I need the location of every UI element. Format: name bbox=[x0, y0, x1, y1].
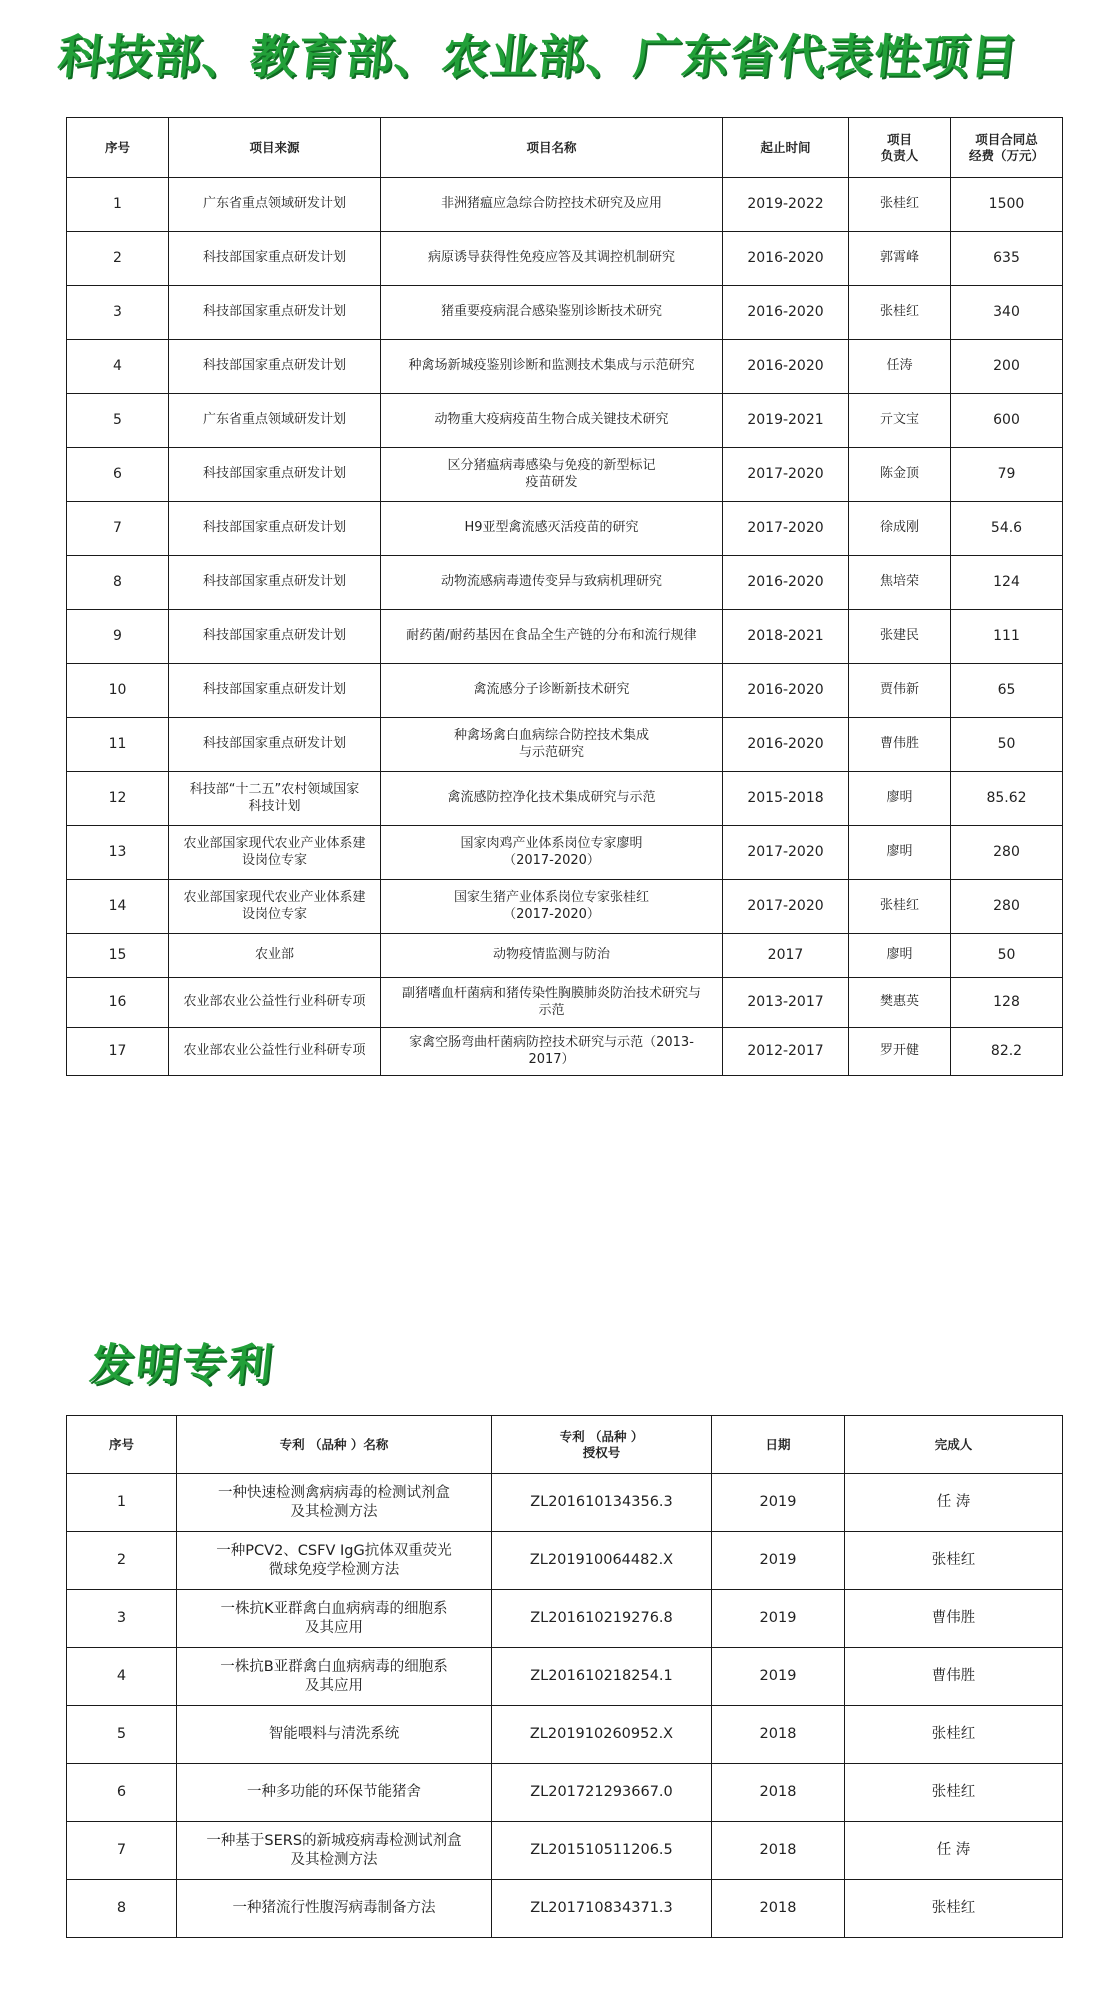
cell-col-index: 2 bbox=[67, 1532, 177, 1590]
table-row bbox=[67, 1880, 1063, 1938]
cell-col-leader: 廖明 bbox=[849, 934, 951, 978]
cell-col-funding: 635 bbox=[951, 232, 1063, 286]
cell-col-date: 2018 bbox=[712, 1822, 845, 1880]
table-row bbox=[67, 1028, 1063, 1076]
cell-col-name: 病原诱导获得性免疫应答及其调控机制研究 bbox=[381, 232, 723, 286]
patents-body bbox=[67, 1474, 1063, 1938]
table-row bbox=[67, 448, 1063, 502]
cell-col-title: 智能喂料与清洗系统 bbox=[177, 1706, 492, 1764]
cell-col-period: 2017-2020 bbox=[723, 826, 849, 880]
cell-col-funding: 1500 bbox=[951, 178, 1063, 232]
cell-col-name: 家禽空肠弯曲杆菌病防控技术研究与示范（2013- 2017） bbox=[381, 1028, 723, 1076]
cell-col-source: 科技部国家重点研发计划 bbox=[169, 232, 381, 286]
header-col-date: 日期 bbox=[712, 1416, 845, 1474]
cell-col-index: 12 bbox=[67, 772, 169, 826]
cell-col-name: 副猪嗜血杆菌病和猪传染性胸膜肺炎防治技术研究与 示范 bbox=[381, 978, 723, 1028]
cell-col-index: 7 bbox=[67, 1822, 177, 1880]
cell-col-period: 2012-2017 bbox=[723, 1028, 849, 1076]
cell-col-funding: 50 bbox=[951, 718, 1063, 772]
cell-col-leader: 廖明 bbox=[849, 826, 951, 880]
header-col-period: 起止时间 bbox=[723, 118, 849, 178]
cell-col-name: H9亚型禽流感灭活疫苗的研究 bbox=[381, 502, 723, 556]
cell-col-inventor: 张桂红 bbox=[845, 1764, 1063, 1822]
cell-col-source: 科技部国家重点研发计划 bbox=[169, 610, 381, 664]
cell-col-name: 动物疫情监测与防治 bbox=[381, 934, 723, 978]
cell-col-leader: 张桂红 bbox=[849, 286, 951, 340]
cell-col-name: 非洲猪瘟应急综合防控技术研究及应用 bbox=[381, 178, 723, 232]
header-col-index: 序号 bbox=[67, 1416, 177, 1474]
cell-col-source: 科技部国家重点研发计划 bbox=[169, 448, 381, 502]
cell-col-index: 4 bbox=[67, 1648, 177, 1706]
cell-col-name: 动物流感病毒遗传变异与致病机理研究 bbox=[381, 556, 723, 610]
cell-col-leader: 陈金顶 bbox=[849, 448, 951, 502]
table-row bbox=[67, 1822, 1063, 1880]
cell-col-index: 8 bbox=[67, 1880, 177, 1938]
cell-col-number: ZL201910064482.X bbox=[492, 1532, 712, 1590]
table-row bbox=[67, 718, 1063, 772]
cell-col-leader: 焦培荣 bbox=[849, 556, 951, 610]
cell-col-name: 种禽场新城疫鉴别诊断和监测技术集成与示范研究 bbox=[381, 340, 723, 394]
table-row bbox=[67, 232, 1063, 286]
cell-col-source: 科技部国家重点研发计划 bbox=[169, 718, 381, 772]
cell-col-leader: 贾伟新 bbox=[849, 664, 951, 718]
cell-col-funding: 79 bbox=[951, 448, 1063, 502]
table-row bbox=[67, 1648, 1063, 1706]
cell-col-period: 2017-2020 bbox=[723, 448, 849, 502]
cell-col-period: 2015-2018 bbox=[723, 772, 849, 826]
cell-col-funding: 82.2 bbox=[951, 1028, 1063, 1076]
cell-col-funding: 128 bbox=[951, 978, 1063, 1028]
cell-col-index: 5 bbox=[67, 1706, 177, 1764]
cell-col-leader: 张桂红 bbox=[849, 880, 951, 934]
patent-section-title: 发明专利 bbox=[87, 1340, 277, 1391]
table-row bbox=[67, 178, 1063, 232]
cell-col-source: 科技部国家重点研发计划 bbox=[169, 340, 381, 394]
patents-header-row bbox=[67, 1416, 1063, 1474]
cell-col-index: 14 bbox=[67, 880, 169, 934]
cell-col-source: 广东省重点领域研发计划 bbox=[169, 394, 381, 448]
cell-col-index: 3 bbox=[67, 1590, 177, 1648]
cell-col-title: 一种快速检测禽病病毒的检测试剂盒 及其检测方法 bbox=[177, 1474, 492, 1532]
cell-col-number: ZL201610218254.1 bbox=[492, 1648, 712, 1706]
cell-col-leader: 任涛 bbox=[849, 340, 951, 394]
table-row bbox=[67, 1532, 1063, 1590]
cell-col-source: 农业部 bbox=[169, 934, 381, 978]
cell-col-index: 6 bbox=[67, 448, 169, 502]
cell-col-funding: 50 bbox=[951, 934, 1063, 978]
table-row bbox=[67, 286, 1063, 340]
cell-col-index: 16 bbox=[67, 978, 169, 1028]
cell-col-name: 禽流感防控净化技术集成研究与示范 bbox=[381, 772, 723, 826]
cell-col-index: 1 bbox=[67, 1474, 177, 1532]
table-row bbox=[67, 772, 1063, 826]
table-row bbox=[67, 340, 1063, 394]
cell-col-period: 2013-2017 bbox=[723, 978, 849, 1028]
cell-col-index: 8 bbox=[67, 556, 169, 610]
cell-col-source: 广东省重点领域研发计划 bbox=[169, 178, 381, 232]
cell-col-index: 13 bbox=[67, 826, 169, 880]
table-row bbox=[67, 1590, 1063, 1648]
cell-col-funding: 65 bbox=[951, 664, 1063, 718]
cell-col-index: 5 bbox=[67, 394, 169, 448]
cell-col-number: ZL201610134356.3 bbox=[492, 1474, 712, 1532]
cell-col-title: 一种PCV2、CSFV IgG抗体双重荧光 微球免疫学检测方法 bbox=[177, 1532, 492, 1590]
cell-col-leader: 廖明 bbox=[849, 772, 951, 826]
cell-col-name: 禽流感分子诊断新技术研究 bbox=[381, 664, 723, 718]
projects-header-row bbox=[67, 118, 1063, 178]
cell-col-date: 2018 bbox=[712, 1764, 845, 1822]
cell-col-title: 一株抗K亚群禽白血病病毒的细胞系 及其应用 bbox=[177, 1590, 492, 1648]
cell-col-funding: 200 bbox=[951, 340, 1063, 394]
header-col-name: 项目名称 bbox=[381, 118, 723, 178]
header-col-leader: 项目 负责人 bbox=[849, 118, 951, 178]
cell-col-funding: 280 bbox=[951, 880, 1063, 934]
table-row bbox=[67, 978, 1063, 1028]
header-col-number: 专利 （品种 ） 授权号 bbox=[492, 1416, 712, 1474]
table-row bbox=[67, 1474, 1063, 1532]
cell-col-period: 2016-2020 bbox=[723, 556, 849, 610]
table-row bbox=[67, 934, 1063, 978]
cell-col-leader: 罗开健 bbox=[849, 1028, 951, 1076]
cell-col-leader: 樊惠英 bbox=[849, 978, 951, 1028]
cell-col-inventor: 任 涛 bbox=[845, 1822, 1063, 1880]
cell-col-leader: 徐成刚 bbox=[849, 502, 951, 556]
cell-col-title: 一种基于SERS的新城疫病毒检测试剂盒 及其检测方法 bbox=[177, 1822, 492, 1880]
cell-col-source: 农业部国家现代农业产业体系建 设岗位专家 bbox=[169, 880, 381, 934]
cell-col-funding: 54.6 bbox=[951, 502, 1063, 556]
cell-col-name: 耐药菌/耐药基因在食品全生产链的分布和流行规律 bbox=[381, 610, 723, 664]
cell-col-period: 2016-2020 bbox=[723, 664, 849, 718]
header-col-source: 项目来源 bbox=[169, 118, 381, 178]
cell-col-funding: 600 bbox=[951, 394, 1063, 448]
cell-col-funding: 340 bbox=[951, 286, 1063, 340]
cell-col-index: 3 bbox=[67, 286, 169, 340]
cell-col-source: 农业部农业公益性行业科研专项 bbox=[169, 1028, 381, 1076]
cell-col-leader: 亓文宝 bbox=[849, 394, 951, 448]
cell-col-source: 农业部农业公益性行业科研专项 bbox=[169, 978, 381, 1028]
cell-col-date: 2019 bbox=[712, 1590, 845, 1648]
page-title: 科技部、教育部、农业部、广东省代表性项目 bbox=[55, 30, 1021, 85]
cell-col-inventor: 张桂红 bbox=[845, 1532, 1063, 1590]
table-row bbox=[67, 610, 1063, 664]
cell-col-period: 2019-2021 bbox=[723, 394, 849, 448]
cell-col-date: 2018 bbox=[712, 1880, 845, 1938]
cell-col-period: 2019-2022 bbox=[723, 178, 849, 232]
cell-col-index: 10 bbox=[67, 664, 169, 718]
cell-col-index: 17 bbox=[67, 1028, 169, 1076]
header-col-index: 序号 bbox=[67, 118, 169, 178]
table-row bbox=[67, 556, 1063, 610]
cell-col-source: 科技部“十二五”农村领域国家 科技计划 bbox=[169, 772, 381, 826]
table-row bbox=[67, 502, 1063, 556]
cell-col-index: 7 bbox=[67, 502, 169, 556]
cell-col-index: 6 bbox=[67, 1764, 177, 1822]
cell-col-title: 一种多功能的环保节能猪舍 bbox=[177, 1764, 492, 1822]
cell-col-period: 2017 bbox=[723, 934, 849, 978]
cell-col-number: ZL201510511206.5 bbox=[492, 1822, 712, 1880]
cell-col-funding: 85.62 bbox=[951, 772, 1063, 826]
cell-col-leader: 郭霄峰 bbox=[849, 232, 951, 286]
cell-col-date: 2018 bbox=[712, 1706, 845, 1764]
cell-col-name: 动物重大疫病疫苗生物合成关键技术研究 bbox=[381, 394, 723, 448]
cell-col-date: 2019 bbox=[712, 1648, 845, 1706]
patents-table bbox=[66, 1415, 1063, 1938]
cell-col-period: 2018-2021 bbox=[723, 610, 849, 664]
cell-col-period: 2016-2020 bbox=[723, 340, 849, 394]
cell-col-title: 一种猪流行性腹泻病毒制备方法 bbox=[177, 1880, 492, 1938]
cell-col-leader: 张建民 bbox=[849, 610, 951, 664]
cell-col-inventor: 张桂红 bbox=[845, 1880, 1063, 1938]
cell-col-index: 11 bbox=[67, 718, 169, 772]
cell-col-source: 科技部国家重点研发计划 bbox=[169, 556, 381, 610]
cell-col-title: 一株抗B亚群禽白血病病毒的细胞系 及其应用 bbox=[177, 1648, 492, 1706]
cell-col-date: 2019 bbox=[712, 1474, 845, 1532]
cell-col-funding: 280 bbox=[951, 826, 1063, 880]
cell-col-period: 2016-2020 bbox=[723, 718, 849, 772]
cell-col-funding: 124 bbox=[951, 556, 1063, 610]
cell-col-number: ZL201710834371.3 bbox=[492, 1880, 712, 1938]
table-row bbox=[67, 1764, 1063, 1822]
cell-col-number: ZL201910260952.X bbox=[492, 1706, 712, 1764]
table-row bbox=[67, 664, 1063, 718]
cell-col-source: 科技部国家重点研发计划 bbox=[169, 664, 381, 718]
header-col-title: 专利 （品种 ）名称 bbox=[177, 1416, 492, 1474]
cell-col-index: 4 bbox=[67, 340, 169, 394]
cell-col-period: 2016-2020 bbox=[723, 232, 849, 286]
table-row bbox=[67, 394, 1063, 448]
cell-col-name: 种禽场禽白血病综合防控技术集成 与示范研究 bbox=[381, 718, 723, 772]
cell-col-number: ZL201610219276.8 bbox=[492, 1590, 712, 1648]
header-col-funding: 项目合同总 经费（万元） bbox=[951, 118, 1063, 178]
cell-col-index: 1 bbox=[67, 178, 169, 232]
cell-col-inventor: 任 涛 bbox=[845, 1474, 1063, 1532]
cell-col-name: 区分猪瘟病毒感染与免疫的新型标记 疫苗研发 bbox=[381, 448, 723, 502]
cell-col-source: 科技部国家重点研发计划 bbox=[169, 286, 381, 340]
table-row bbox=[67, 880, 1063, 934]
cell-col-leader: 张桂红 bbox=[849, 178, 951, 232]
cell-col-name: 国家生猪产业体系岗位专家张桂红 （2017-2020） bbox=[381, 880, 723, 934]
header-col-inventor: 完成人 bbox=[845, 1416, 1063, 1474]
cell-col-name: 国家肉鸡产业体系岗位专家廖明 （2017-2020） bbox=[381, 826, 723, 880]
cell-col-source: 农业部国家现代农业产业体系建 设岗位专家 bbox=[169, 826, 381, 880]
cell-col-name: 猪重要疫病混合感染鉴别诊断技术研究 bbox=[381, 286, 723, 340]
cell-col-number: ZL201721293667.0 bbox=[492, 1764, 712, 1822]
cell-col-period: 2016-2020 bbox=[723, 286, 849, 340]
cell-col-funding: 111 bbox=[951, 610, 1063, 664]
cell-col-inventor: 曹伟胜 bbox=[845, 1648, 1063, 1706]
cell-col-source: 科技部国家重点研发计划 bbox=[169, 502, 381, 556]
cell-col-period: 2017-2020 bbox=[723, 502, 849, 556]
table-row bbox=[67, 826, 1063, 880]
cell-col-inventor: 张桂红 bbox=[845, 1706, 1063, 1764]
cell-col-index: 9 bbox=[67, 610, 169, 664]
cell-col-index: 15 bbox=[67, 934, 169, 978]
cell-col-date: 2019 bbox=[712, 1532, 845, 1590]
cell-col-period: 2017-2020 bbox=[723, 880, 849, 934]
cell-col-inventor: 曹伟胜 bbox=[845, 1590, 1063, 1648]
projects-table bbox=[66, 117, 1063, 1076]
cell-col-index: 2 bbox=[67, 232, 169, 286]
cell-col-leader: 曹伟胜 bbox=[849, 718, 951, 772]
table-row bbox=[67, 1706, 1063, 1764]
projects-body bbox=[67, 178, 1063, 1076]
